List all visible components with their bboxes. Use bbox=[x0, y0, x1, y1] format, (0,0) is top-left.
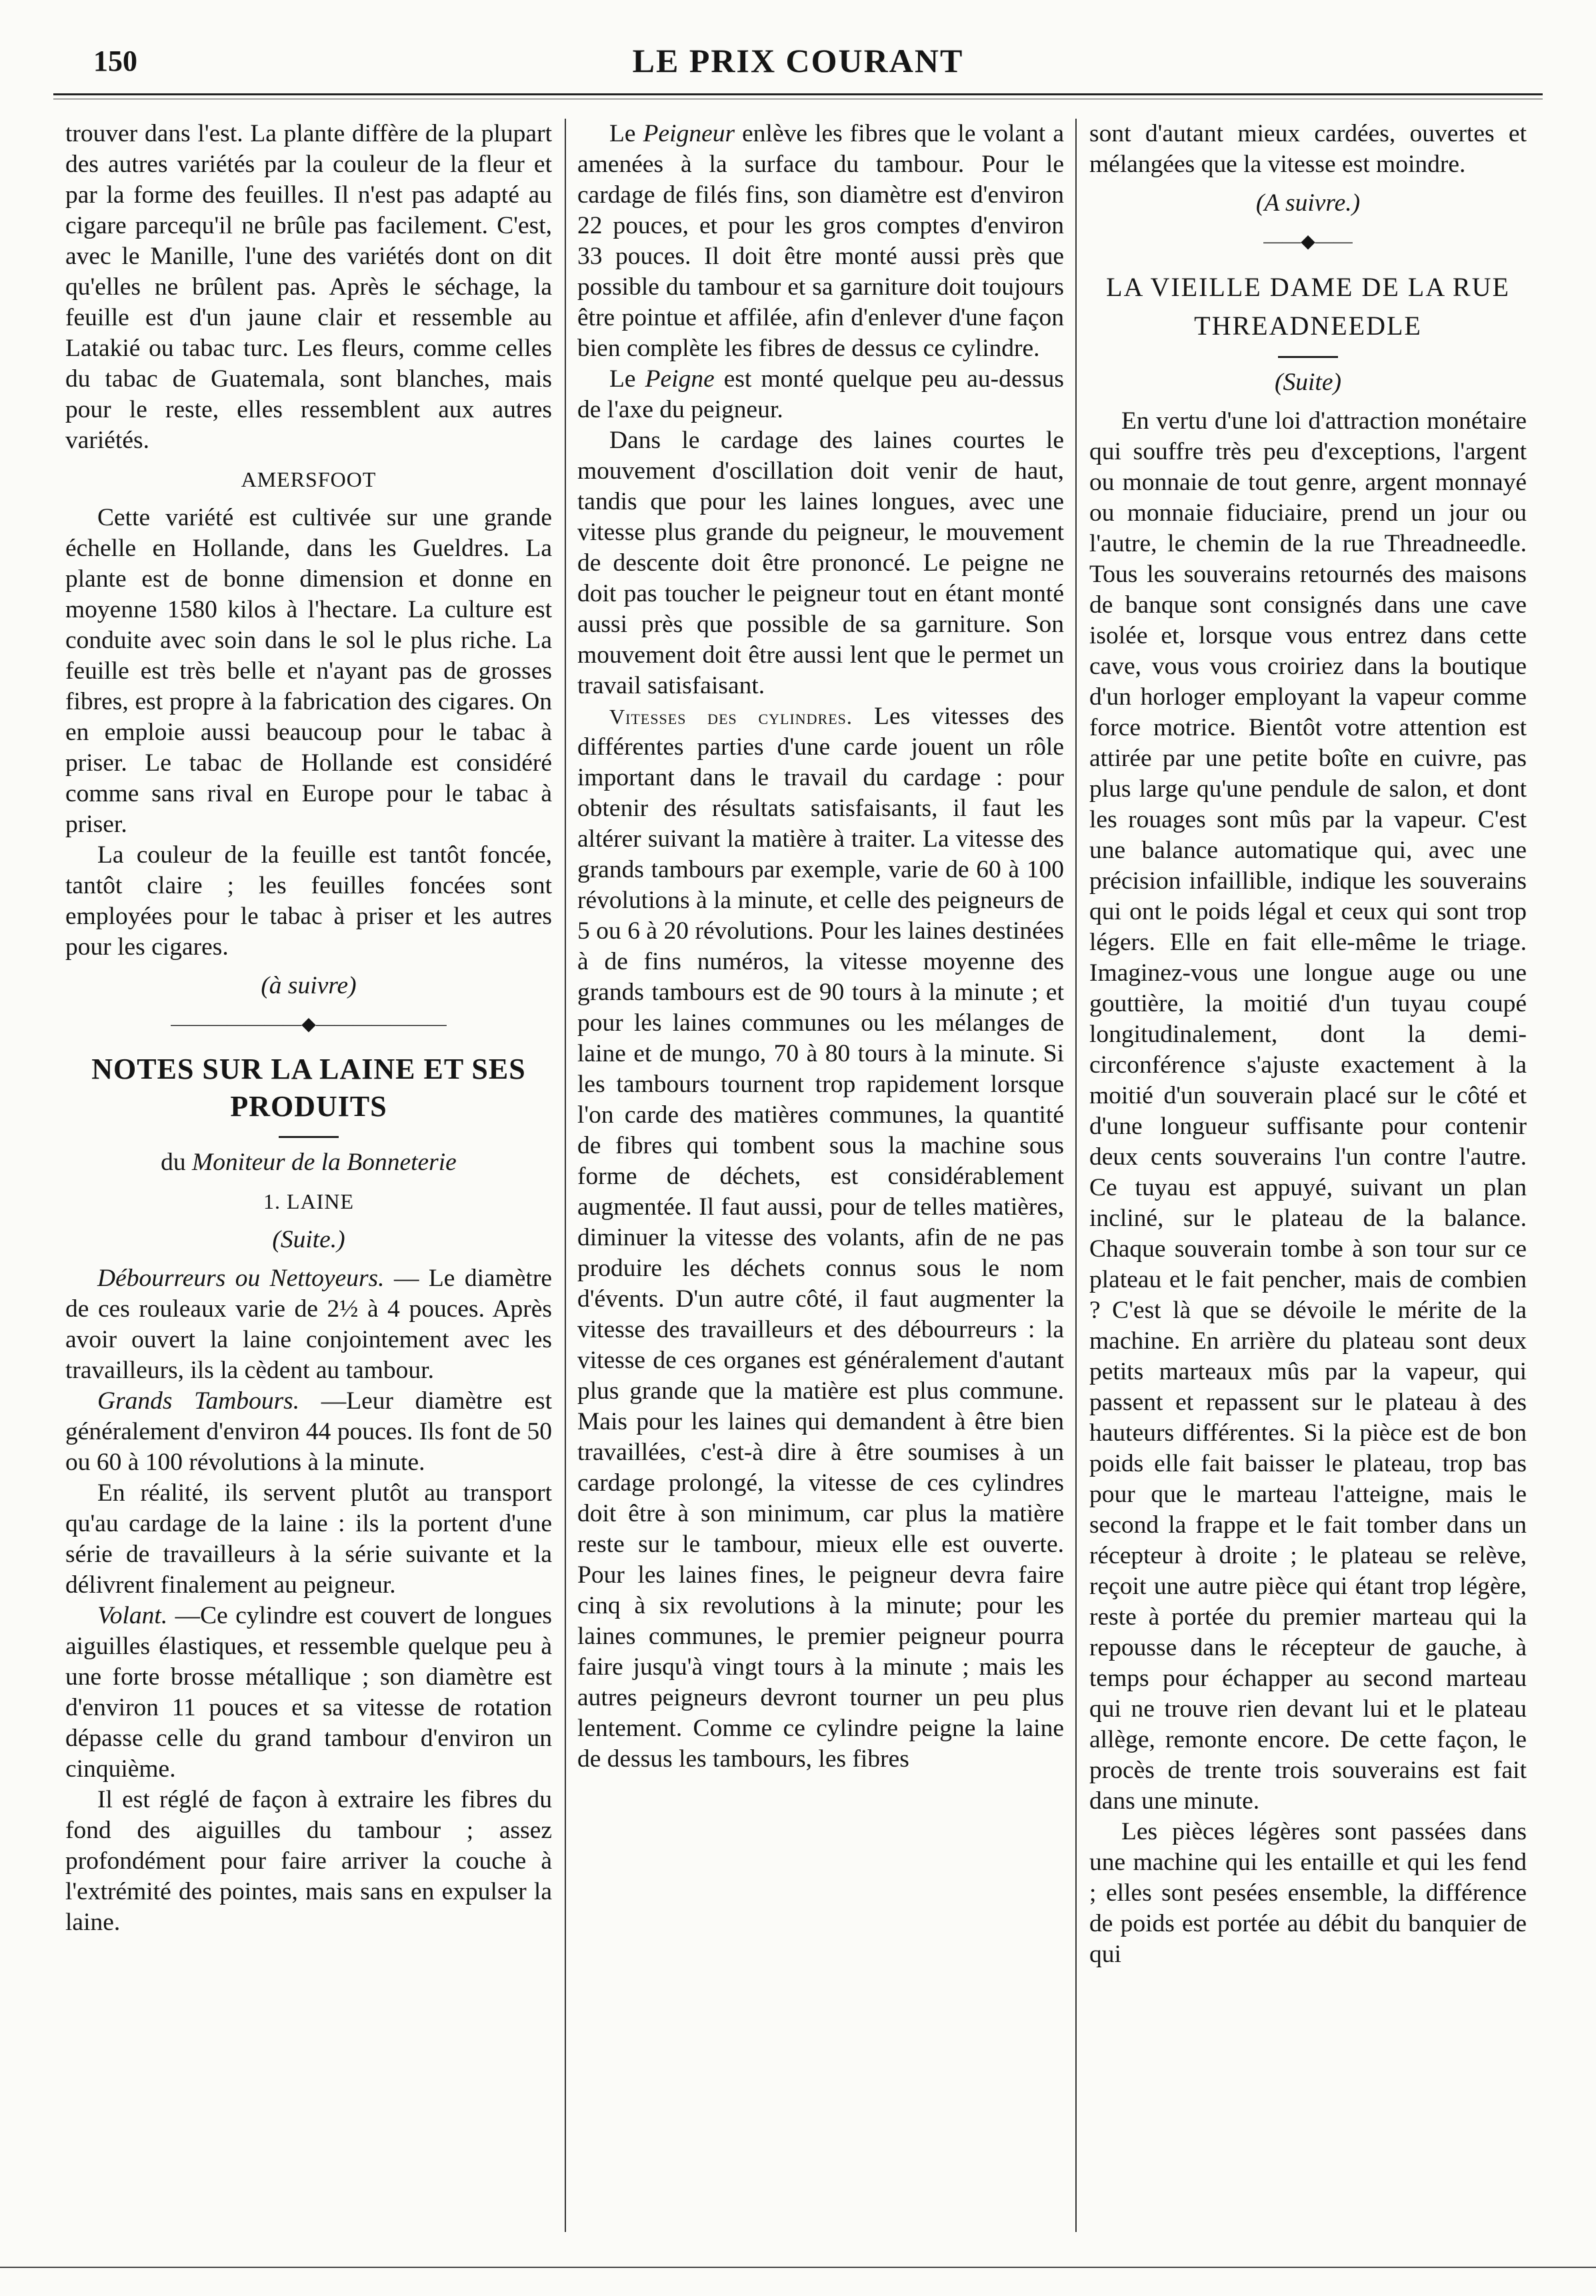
term-text: —Leur diamètre est généralement d'environ 44 pouces. Ils font de 50 ou 60 à 100 révolutions à la minute. bbox=[65, 1387, 552, 1476]
article-title-vieille-dame: LA VIEILLE DAME DE LA RUE THREADNEEDLE bbox=[1106, 272, 1510, 341]
short-rule bbox=[279, 1136, 339, 1138]
journal-title: LE PRIX COURANT bbox=[632, 42, 964, 79]
term-text: — Le diamètre de ces rouleaux varie de 2½ à 4 pouces. Après avoir ouvert la laine conjointement avec les travailleurs, ils la cèdent au tambour. bbox=[65, 1265, 552, 1384]
paragraph bbox=[577, 364, 1064, 425]
term-label: Peigne bbox=[645, 365, 715, 393]
word: Le bbox=[609, 365, 636, 393]
term-text: est monté quelque peu au-dessus de l'axe du peigneur. bbox=[577, 365, 1064, 423]
term-text: enlève les fibres que le volant a amenées à la surface du tambour. Pour le cardage de filés fins, son diamètre est d'environ 22 pouces, et pour les gros comptes d'environ 33 pouces. Il doit être monté aussi près que possible du tambour et sa garniture doit toujours être pointue et affilée, afin d'enlever d'une façon bien complète les fibres de dessus ce cylindre. bbox=[577, 120, 1064, 362]
column-2 bbox=[577, 119, 1064, 2232]
paragraph: La couleur de la feuille est tantôt foncée, tantôt claire ; les feuilles foncées sont employées pour le tabac à priser et les autres pour les cigares. bbox=[65, 841, 552, 961]
paragraph bbox=[577, 701, 1064, 1775]
paragraph: Cette variété est cultivée sur une grande échelle en Hollande, dans les Gueldres. La plante est de bonne dimension et donne en moyenne 1580 kilos à l'hectare. La culture est conduite avec soin dans le sol le plus riche. La feuille est très belle et n'ayant pas de grosses fibres, est propre à la fabrication des cigares. On en emploie aussi beaucoup pour le tabac à priser. Le tabac de Hollande est considéré comme sans rival en Europe pour le tabac à priser. bbox=[65, 504, 552, 838]
paragraph: En réalité, ils servent plutôt au transport qu'au cardage de la laine : ils la portent d'une série de travailleurs à la série suivante et la délivrent finalement au peigneur. bbox=[65, 1479, 552, 1599]
term-text: —Ce cylindre est couvert de longues aiguilles élastiques, et ressemble quelque peu à une forte brosse métallique ; son diamètre est d'environ 11 pouces et sa vitesse de rotation dépasse celle du grand tambour d'environ un cinquième. bbox=[65, 1602, 552, 1783]
paragraph: Il est réglé de façon à extraire les fibres du fond des aiguilles du tambour ; assez profondément pour faire arriver la couche à l'extrémité des pointes, mais sans en expulser la laine. bbox=[65, 1786, 552, 1936]
ornament-divider: ――◆―― bbox=[1263, 231, 1353, 252]
header-rule bbox=[53, 93, 1543, 95]
paragraph: sont d'autant mieux cardées, ouvertes et mélangées que la vitesse est moindre. bbox=[1089, 120, 1527, 178]
section-heading: 1. LAINE bbox=[263, 1189, 354, 1213]
suite-label: (Suite.) bbox=[272, 1226, 345, 1253]
term-label: Volant. bbox=[97, 1602, 168, 1629]
article-source bbox=[65, 1147, 552, 1178]
term-label: Vitesses des cylindres. bbox=[609, 705, 853, 729]
footer-rule bbox=[0, 2267, 1596, 2268]
paragraph: En vertu d'une loi d'attraction monétaire qui souffre très peu d'exceptions, l'argent ou monnaie de tout genre, argent monnayé ou monnaie fiduciaire, prend un jour ou l'autre, le chemin de la rue Threadneedle. Tous les souverains retournés des maisons de banque sont consignés dans une cave isolée et, lorsque vous entrez dans cette cave, vous vous croiriez dans la boutique d'un horloger employant la vapeur comme force motrice. Bientôt votre attention est attirée par une petite boîte en cuivre, pas plus large qu'une pendule de salon, et dont les rouages sont mûs par la vapeur. C'est une balance automatique qui, avec une précision infaillible, indique les souverains qui ont le poids légal et ceux qui sont trop légers. Elle en fait elle-même le triage. Imaginez-vous une longue auge ou une gouttière, la moitié d'un tuyau coupé longitudinalement, dont la demi-circonférence s'ajuste exactement à la moitié d'un souverain placé sur le côté et d'une longueur suffisante pour contenir deux cents souverains l'un contre l'autre. Ce tuyau est appuyé, suivant un plan incliné, sur le plateau de la balance. Chaque souverain tombe à son tour sur ce plateau et le fait pencher, mais de combien ? C'est là que se dévoile le mérite de la machine. En arrière du plateau sont deux petits marteaux mûs par la vapeur, qui passent et repassent sur le plateau à des hauteurs différentes. Si la pièce est de bon poids elle fait baisser le plateau, trop bas pour que le marteau l'atteigne, mais le second la frappe et le fait tomber dans un récepteur à droite ; le plateau se relève, reçoit une autre pièce qui étant trop légère, reste à portée du premier marteau qui la repousse dans le récepteur de gauche, à temps pour échapper au second marteau qui ne trouve rien devant lui et le plateau allège, remonte encore. De cette façon, le procès de trente trois souverains est fait dans une minute. bbox=[1089, 407, 1527, 1815]
page-number: 150 bbox=[93, 45, 137, 77]
a-suivre: (à suivre) bbox=[261, 972, 357, 999]
column-1 bbox=[65, 119, 552, 2232]
paragraph bbox=[65, 1263, 552, 1386]
column-3 bbox=[1089, 119, 1527, 2232]
paragraph bbox=[65, 1386, 552, 1478]
a-suivre: (A suivre.) bbox=[1255, 189, 1361, 217]
paragraph: Les pièces légères sont passées dans une machine qui les entaille et qui les fend ; elles sont pesées ensemble, la différence de poids est portée au débit du banquier de qui bbox=[1089, 1818, 1527, 1968]
source-prefix: du bbox=[161, 1149, 186, 1176]
term-text: Les vitesses des différentes parties d'une carde jouent un rôle important dans le travail du cardage : pour obtenir des résultats satisfaisants, il faut les altérer suivant la matière à traiter. La vitesse des grands tambours par exemple, varie de 60 à 100 révolutions à la minute, et celle des peigneurs de 5 ou 6 à 20 révolutions. Pour les laines destinées à de fins numéros, la vitesse moyenne des grands tambours est de 90 tours à la minute ; et pour les laines communes ou les mélanges de laine et de mungo, 70 à 80 tours à la minute. Si les tambours tournent trop rapidement lorsque l'on carde des matières communes, la quantité de fibres qui tombent sous la machine sous forme de déchets, est considérablement augmentée. Il faut aussi, pour de telles matières, diminuer la vitesse des volants, afin de ne pas produire les déchets connus sous le nom d'évents. D'un autre côté, il faut augmenter la vitesse des travailleurs et des débourreurs : la vitesse de ces organes est généralement d'autant plus grande que la matière est plus commune. Mais pour les laines qui demandent à être bien travaillées, c'est-à dire à être soumises à un cardage prolongé, la vitesse de ces cylindres doit être à son minimum, car plus la matière reste sur le tambour, mieux elle est ouverte. Pour les laines fines, le peigneur devra faire cinq à six revolutions à la minute; pour les laines communes, le premier peigneur pourra faire jusqu'à vingt tours à la minute ; mais les autres peigneurs devront tourner un peu plus lentement. Comme ce cylindre peigne la laine de dessus les tambours, les fibres bbox=[577, 703, 1064, 1773]
term-label: Grands Tambours. bbox=[97, 1387, 300, 1415]
columns bbox=[65, 119, 1527, 2232]
paragraph bbox=[577, 119, 1064, 364]
page-header bbox=[67, 39, 1529, 85]
term-label: Peigneur bbox=[643, 120, 735, 147]
subheading-amersfoot: AMERSFOOT bbox=[241, 467, 377, 491]
word: Le bbox=[609, 120, 636, 147]
ornament-divider: ―――――――◆――――――― bbox=[171, 1014, 447, 1035]
paragraph bbox=[65, 1601, 552, 1785]
article-title-laine: NOTES SUR LA LAINE ET SES PRODUITS bbox=[91, 1053, 526, 1123]
paragraph: trouver dans l'est. La plante diffère de la plupart des autres variétés par la couleur de la fleur et par la forme des feuilles. Il n'est pas adapté au cigare parcequ'il ne brûle pas facilement. C'est, avec le Manille, l'une des variétés dont on dit qu'elles ne brûlent pas. Après le séchage, la feuille est d'un jaune clair et ressemble au Latakié ou tabac turc. Les fleurs, comme celles du tabac de Guatemala, sont blanches, mais pour le reste, elles ressemblent aux autres variétés. bbox=[65, 120, 552, 454]
paragraph: Dans le cardage des laines courtes le mouvement d'oscillation doit venir de haut, tandis que pour les laines longues, avec une vitesse plus grande du peigneur, le mouvement de descente doit être prononcé. Le peigne ne doit pas toucher le peigneur tout en étant monté aussi près que possible de sa garniture. Son mouvement doit être aussi lent que le permet un travail satisfaisant. bbox=[577, 427, 1064, 699]
suite-label: (Suite) bbox=[1275, 369, 1341, 396]
short-rule bbox=[1278, 356, 1338, 358]
source-name: Moniteur de la Bonneterie bbox=[192, 1149, 457, 1176]
term-label: Débourreurs ou Nettoyeurs. bbox=[97, 1265, 385, 1292]
